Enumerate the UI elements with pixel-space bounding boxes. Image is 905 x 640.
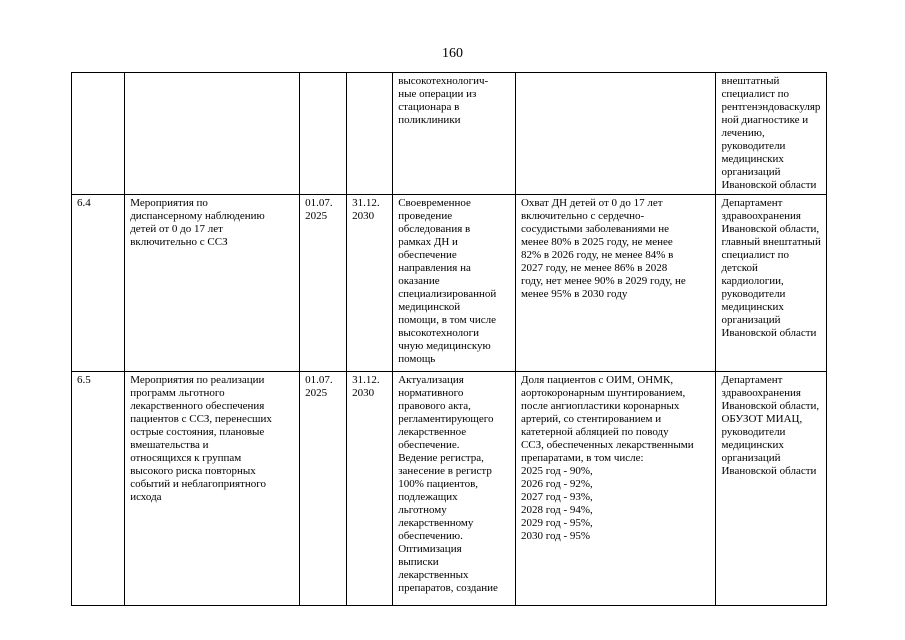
measures-table	[71, 72, 827, 606]
cell-start-date: 01.07. 2025	[300, 195, 347, 372]
cell-responsible: Департамент здравоохранения Ивановской области, главный внештатный специалист по детской кардиологии, руководители медицинских организаций Ивановской области	[716, 195, 827, 372]
cell-measure-name	[125, 73, 300, 195]
cell-activities: высокотехнологич- ные операции из стационара в поликлиники	[393, 73, 516, 195]
cell-indicators	[515, 73, 716, 195]
cell-end-date: 31.12. 2030	[347, 195, 393, 372]
cell-start-date: 01.07. 2025	[300, 372, 347, 606]
page-number: 160	[442, 46, 463, 61]
table-row	[72, 195, 827, 372]
table-row	[72, 372, 827, 606]
cell-number	[72, 73, 125, 195]
cell-indicators: Охват ДН детей от 0 до 17 лет включительно с сердечно- сосудистыми заболеваниями не менее 80% в 2025 году, не менее 82% в 2026 году, не менее 84% в 2027 году, не менее 86% в 2028 году, нет менее 90% в 2029 году, не менее 95% в 2030 году	[515, 195, 716, 372]
cell-responsible: внештатный специалист по рентгенэндоваскуляр ной диагностике и лечению, руководители медицинских организаций Ивановской области	[716, 73, 827, 195]
cell-indicators: Доля пациентов с ОИМ, ОНМК, аортокоронарным шунтированием, после ангиопластики коронарных артерий, со стентированием и катетерной абляцией по поводу ССЗ, обеспеченных лекарственными препаратами, в том числе: 2025 год - 90%, 2026 год - 92%, 2027 год - 93%, 2028 год - 94%, 2029 год - 95%, 2030 год - 95%	[515, 372, 716, 606]
cell-end-date	[347, 73, 393, 195]
cell-measure-name: Мероприятия по диспансерному наблюдению детей от 0 до 17 лет включительно с ССЗ	[125, 195, 300, 372]
cell-end-date: 31.12. 2030	[347, 372, 393, 606]
cell-number: 6.5	[72, 372, 125, 606]
cell-responsible: Департамент здравоохранения Ивановской области, ОБУЗОТ МИАЦ, руководители медицинских организаций Ивановской области	[716, 372, 827, 606]
table-row	[72, 73, 827, 195]
cell-activities: Актуализация нормативного правового акта, регламентирующего лекарственное обеспечение. Ведение регистра, занесение в регистр 100% пациентов, подлежащих льготному лекарственному обеспечению. Оптимизация выписки лекарственных препаратов, создание	[393, 372, 516, 606]
cell-activities: Своевременное проведение обследования в рамках ДН и обеспечение направления на оказание специализированной медицинской помощи, в том числе высокотехнологи чную медицинскую помощь	[393, 195, 516, 372]
cell-measure-name: Мероприятия по реализации программ льготного лекарственного обеспечения пациентов с ССЗ, перенесших острые состояния, плановые вмешательства и относящихся к группам высокого риска повторных событий и неблагоприятного исхода	[125, 372, 300, 606]
cell-number: 6.4	[72, 195, 125, 372]
cell-start-date	[300, 73, 347, 195]
